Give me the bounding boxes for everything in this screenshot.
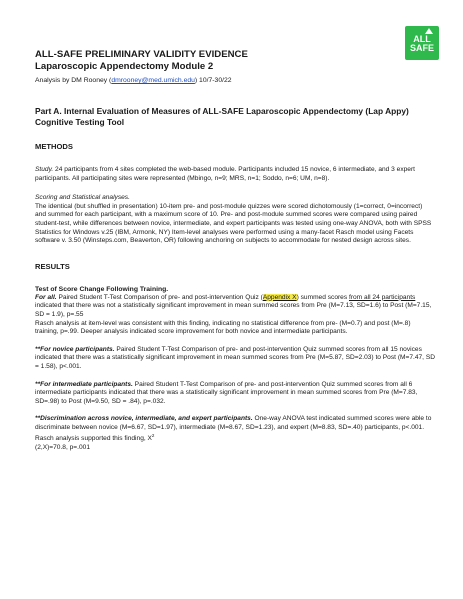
part-a-heading: Part A. Internal Evaluation of Measures of ALL-SAFE Laparoscopic Appendectomy (Lap Appy) Cognitive Testing Tool [35,106,409,127]
rasch-paragraph: Rasch analysis at item-level was consistent with this finding, indicating no statistical difference from pre- (M=0.7) and post (M=.8) training, p=.99. Deeper analysis indicated score improvement for both novice and intermediate participants. [35,319,411,336]
discrimination-paragraph: **Discrimination across novice, intermediate, and expert participants. One-way ANOVA test indicated summed scores were able to discriminate between novice (M=6.67, SD=1.97), intermediate (M=8.67, SD=1.23), and expert (M=8.83, SD=.40) participants, p<.001. Rasch analysis supported this finding, $X^2$ (2,X)=70.8, p=.001 [35,415,432,452]
document-subtitle: Laparoscopic Appendectomy Module 2 [35,61,214,72]
methods-heading: METHODS [35,142,73,151]
novice-paragraph: **For novice participants. Paired Student T-Test Comparison of pre- and post-intervention Quiz summed scores from all 15 novices indicated that there was a statistically significant improvement in mean summed scores from Pre (M=5.87, SD=2.03) to Post (M=7.47, SD = 1.58), p<.001. [35,345,436,370]
scoring-paragraph: The identical (but shuffled in presentation) 10-item pre- and post-module quizzes were scored dichotomously (1=correct, 0=incorrect) and summed for each participant, with a maximum score of 10. Pre- and post-module summed scores were compared using paired student-test, while differences between novice, intermediate, and expert participants was tested using one-way ANOVA, both with SPSS Statistics for Windows v.25 (IBM, Armonk, NY) Item-level analyses were performed using a many-facet Rasch model using Facets software v. 3.50 (Winsteps.com, Beaverton, OR) following anchoring on subjects to accommodate for nested design across sites. [35,202,432,245]
document-page [35,49,435,453]
analysis-credit: Analysis by DM Rooney (dmrooney@med.umich.edu) 10/7-30/22 [35,77,232,84]
appendix-link[interactable]: Appendix X [262,293,297,301]
scoring-heading: Scoring and Statistical analyses. [35,194,130,202]
author-email-link[interactable]: dmrooney@med.umich.edu [111,77,195,84]
study-paragraph: Study. 24 participants from 4 sites completed the web-based module. Participants included 15 novice, 6 intermediate, and 3 expert participants. All participating sites were represented (Mbingo, n=9; MRS, n=1; Soddo, n=6; UM, n=8). [35,166,415,182]
document-title: ALL-SAFE PRELIMINARY VALIDITY EVIDENCE [35,49,248,60]
test-heading: Test of Score Change Following Training. [35,285,169,293]
all-participants-paragraph: For all. Paired Student T-Test Comparison of pre- and post-intervention Quiz (Appendix X) summed scores from all 24 participants indicated that there was not a statistically significant improvement in mean summed scores from Pre (M=7.13, SD=1.6) to Post (M=7.15, SD = 1.9), p=.55 [35,293,432,318]
intermediate-paragraph: **For intermediate participants. Paired Student T-Test Comparison of pre- and post-intervention Quiz summed scores from all 6 intermediate participants indicated that there was a statistically significant improvement in mean summed scores from Pre (M=7.83, SD=.98) to Post (M=9.50, SD = .84), p=.032. [35,380,418,405]
results-heading: RESULTS [35,261,70,271]
logo-text: ALL SAFE [409,34,434,53]
